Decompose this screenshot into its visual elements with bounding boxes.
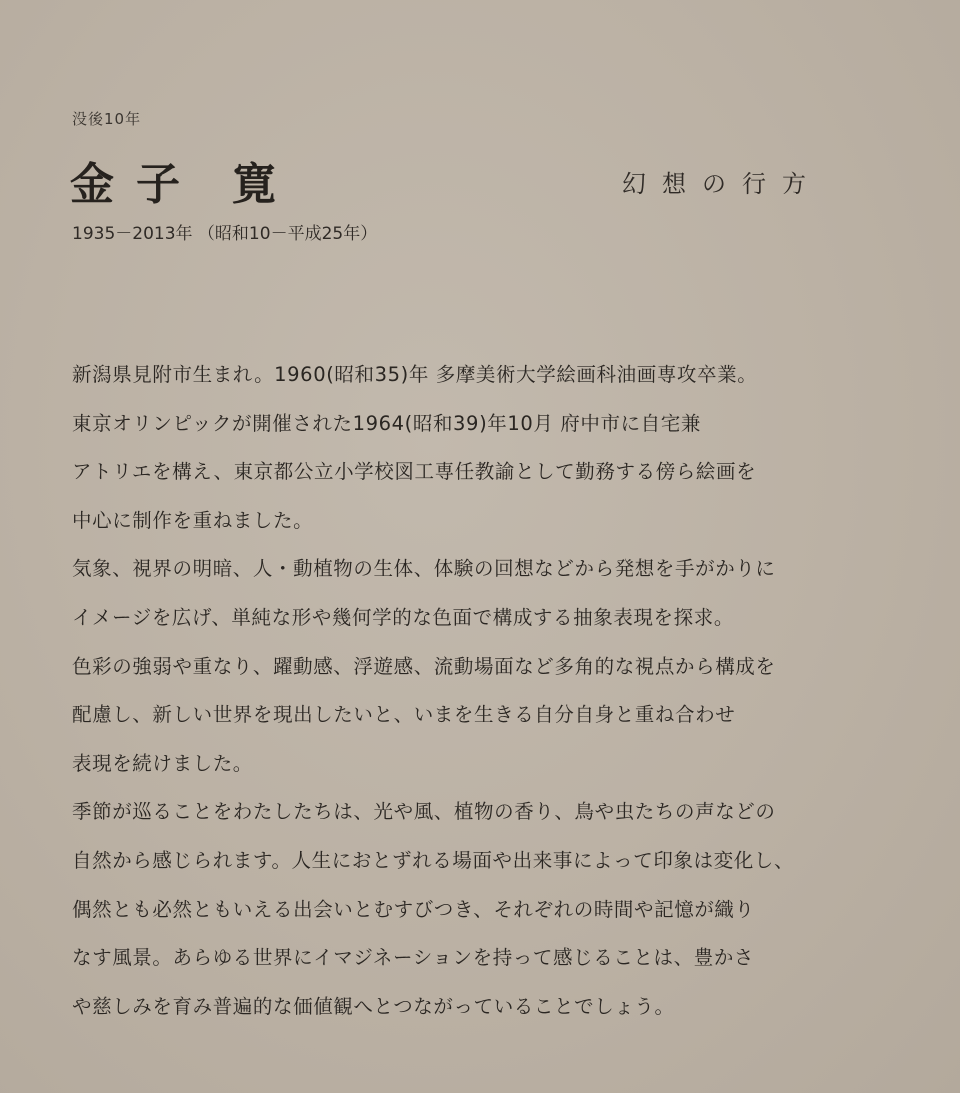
artist-name-char-3: 寛 — [232, 159, 276, 210]
biography-line: アトリエを構え、東京都公立小学校図工専任教諭として勤務する傍ら絵画を — [72, 460, 757, 484]
artist-biography — [72, 351, 872, 1031]
artist-name-char-1: 金 — [70, 159, 114, 210]
biography-line: イメージを広げ、単純な形や幾何学的な色面で構成する抽象表現を探求。 — [72, 605, 734, 629]
biography-line: 気象、視界の明暗、人・動植物の生体、体験の回想などから発想を手がかりに — [72, 557, 776, 581]
biography-line: 配慮し、新しい世界を現出したいと、いまを生きる自分自身と重ね合わせ — [72, 703, 736, 727]
biography-line: なす風景。あらゆる世界にイマジネーションを持って感じることは、豊かさ — [72, 946, 755, 970]
biography-line: 色彩の強弱や重なり、躍動感、浮遊感、流動場面など多角的な視点から構成を — [72, 654, 776, 678]
biography-line: 表現を続けました。 — [72, 751, 253, 775]
exhibition-subtitle: 没後10年 — [72, 110, 142, 128]
artist-dates: 1935－2013年 （昭和10－平成25年） — [72, 224, 378, 244]
biography-line: 自然から感じられます。人生におとずれる場面や出来事によって印象は変化し、 — [72, 848, 795, 872]
artist-name-char-2: 子 — [136, 159, 180, 210]
biography-line: 東京オリンピックが開催された1964(昭和39)年10月 府中市に自宅兼 — [72, 411, 701, 435]
biography-line: 季節が巡ることをわたしたちは、光や風、植物の香り、鳥や虫たちの声などの — [72, 800, 776, 824]
biography-line: 新潟県見附市生まれ。1960(昭和35)年 多摩美術大学絵画科油画専攻卒業。 — [72, 363, 758, 386]
biography-line: 中心に制作を重ねました。 — [72, 508, 314, 532]
artist-name — [70, 148, 276, 212]
exhibition-title: 幻想の行方 — [622, 170, 822, 198]
biography-line: や慈しみを育み普遍的な価値観へとつながっていることでしょう。 — [72, 994, 675, 1018]
biography-line: 偶然とも必然ともいえる出会いとむすびつき、それぞれの時間や記憶が織り — [72, 897, 755, 921]
